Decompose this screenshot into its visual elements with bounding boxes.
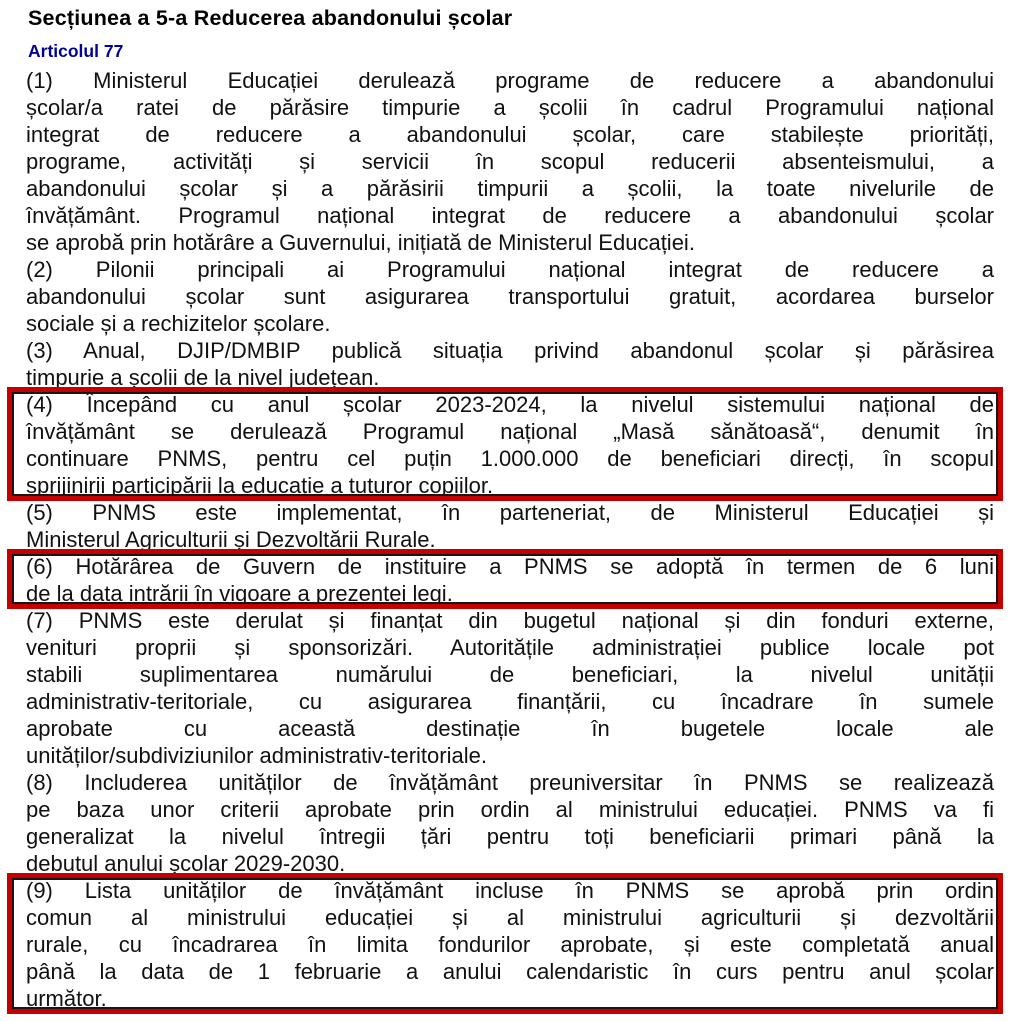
text-line: debutul anului școlar 2029-2030.: [26, 851, 346, 876]
law-paragraph: [26, 337, 994, 391]
text-line: abandonului școlar sunt asigurarea transportului gratuit, acordarea burselor: [26, 284, 994, 309]
text-line: stabili suplimentarea numărului de beneficiari, la nivelul unității: [26, 662, 994, 687]
text-line: următor.: [26, 986, 107, 1011]
article-link[interactable]: Articolul 77: [28, 41, 124, 61]
text-line: sprijinirii participării la educație a tuturor copiilor.: [26, 473, 494, 498]
text-line: administrativ-teritoriale, cu asigurarea finanțării, cu încadrare în sumele: [26, 689, 994, 714]
law-paragraph: [26, 499, 994, 553]
text-line: (2) Pilonii principali ai Programului național integrat de reducere a: [26, 257, 994, 282]
text-line: până la data de 1 februarie a anului calendaristic în curs pentru anul școlar: [26, 959, 994, 984]
text-line: programe, activități și servicii în scopul reducerii absenteismului, a: [26, 149, 994, 174]
text-line: sociale și a rechizitelor școlare.: [26, 311, 331, 336]
text-line: Ministerul Agriculturii și Dezvoltării Rurale.: [26, 527, 436, 552]
text-line: (8) Includerea unităților de învățământ preuniversitar în PNMS se realizează: [26, 770, 994, 795]
text-line: (5) PNMS este implementat, în parteneriat, de Ministerul Educației și: [26, 500, 994, 525]
text-line: integrat de reducere a abandonului școlar, care stabilește priorități,: [26, 122, 994, 147]
text-line: timpurie a școlii de la nivel județean.: [26, 365, 380, 390]
text-line: (4) Începând cu anul școlar 2023-2024, la nivelul sistemului național de: [26, 392, 994, 417]
text-line: (7) PNMS este derulat și finanțat din bugetul național și din fonduri externe,: [26, 608, 994, 633]
law-paragraph-highlighted: [26, 877, 994, 1012]
text-line: învățământ se derulează Programul național „Masă sănătoasă“, denumit în: [26, 419, 994, 444]
text-line: pe baza unor criterii aprobate prin ordin al ministrului educației. PNMS va fi: [26, 797, 994, 822]
text-line: se aprobă prin hotărâre a Guvernului, inițiată de Ministerul Educației.: [26, 230, 695, 255]
law-paragraph-highlighted: [26, 553, 994, 607]
section-title: Secțiunea a 5-a Reducerea abandonului școlar: [28, 6, 513, 30]
text-line: (3) Anual, DJIP/DMBIP publică situația privind abandonul școlar și părăsirea: [26, 338, 994, 363]
text-line: (6) Hotărârea de Guvern de instituire a PNMS se adoptă în termen de 6 luni: [26, 554, 994, 579]
text-line: abandonului școlar și a părăsirii timpurii a școlii, la toate nivelurile de: [26, 176, 994, 201]
law-paragraph: [26, 607, 994, 769]
text-line: (9) Lista unităților de învățământ incluse în PNMS se aprobă prin ordin: [26, 878, 994, 903]
document-body: [26, 67, 994, 1012]
law-paragraph: [26, 769, 994, 877]
text-line: comun al ministrului educației și al ministrului agriculturii și dezvoltării: [26, 905, 994, 930]
text-line: aprobate cu această destinație în bugetele locale ale: [26, 716, 994, 741]
text-line: (1) Ministerul Educației derulează programe de reducere a abandonului: [26, 68, 994, 93]
text-line: învățământ. Programul național integrat de reducere a abandonului școlar: [26, 203, 994, 228]
text-line: de la data intrării în vigoare a prezentei legi.: [26, 581, 453, 606]
text-line: venituri proprii și sponsorizări. Autoritățile administrației publice locale pot: [26, 635, 994, 660]
law-paragraph-highlighted: [26, 391, 994, 499]
text-line: generalizat la nivelul întregii țări pentru toți beneficiarii primari până la: [26, 824, 994, 849]
text-line: unităților/subdiviziunilor administrativ-teritoriale.: [26, 743, 487, 768]
law-paragraph: [26, 256, 994, 337]
law-paragraph: [26, 67, 994, 256]
text-line: continuare PNMS, pentru cel puțin 1.000.000 de beneficiari direcți, în scopul: [26, 446, 994, 471]
text-line: rurale, cu încadrarea în limita fondurilor aprobate, și este completată anual: [26, 932, 994, 957]
text-line: școlar/a ratei de părăsire timpurie a școlii în cadrul Programului național: [26, 95, 994, 120]
